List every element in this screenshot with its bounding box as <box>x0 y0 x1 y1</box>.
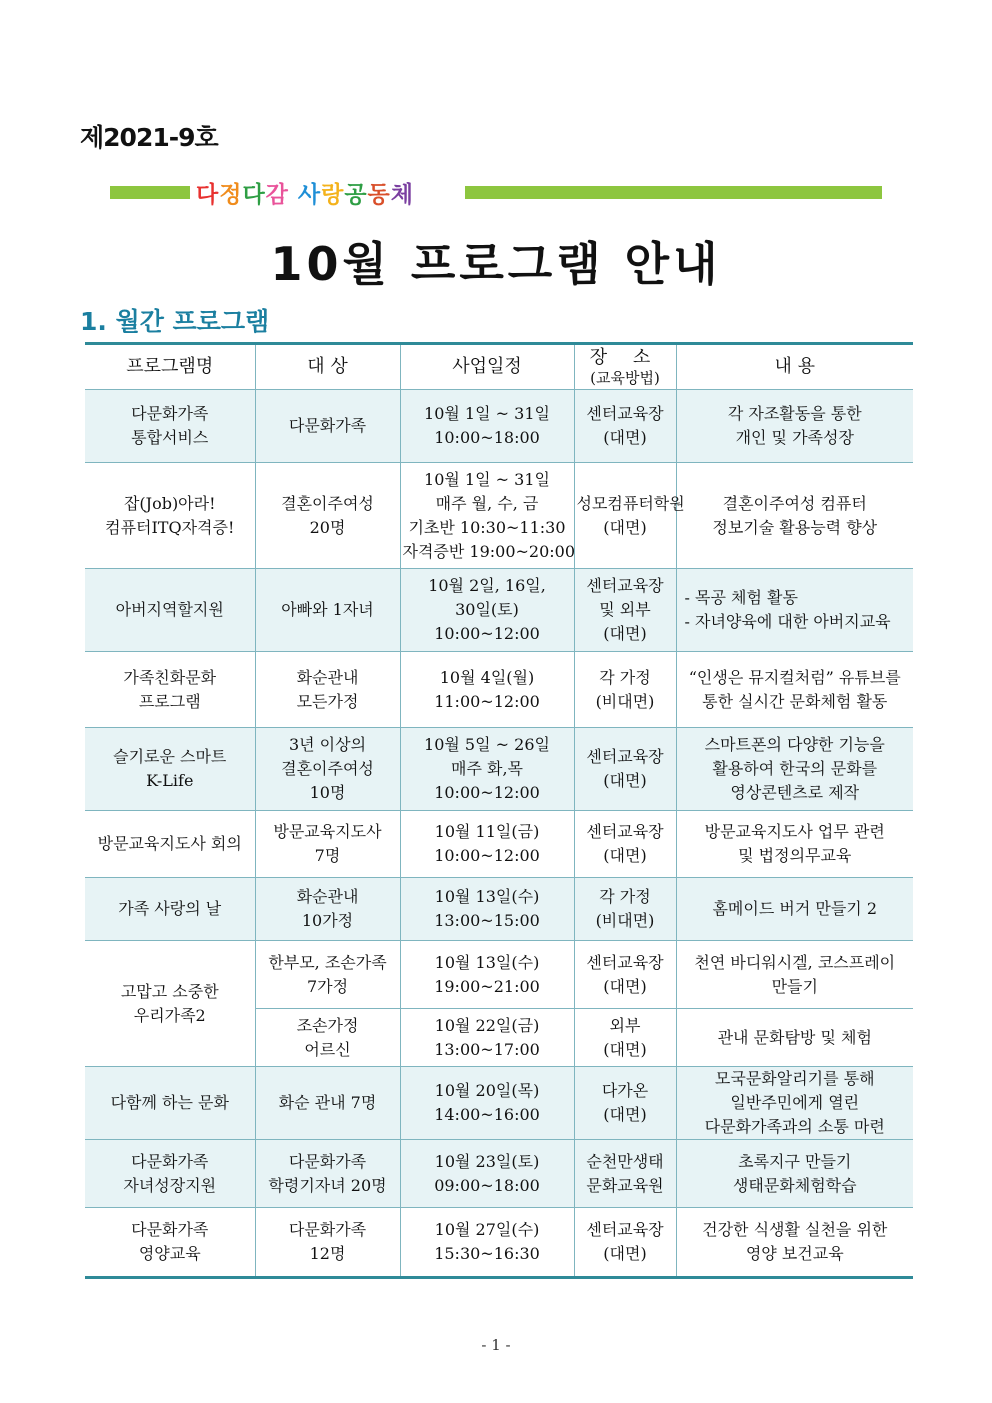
cell-line: (대면) <box>603 1105 647 1124</box>
cell-line: (대면) <box>603 428 647 447</box>
cell-line: 방문교육지도사 업무 관련 <box>704 822 885 841</box>
cell-line: 다문화가족 <box>288 1151 367 1171</box>
cell-line: K-Life <box>146 771 194 790</box>
section-heading: 1. 월간 프로그램 <box>80 307 270 336</box>
cell-line: 통한 실시간 문화체험 활동 <box>702 691 888 711</box>
cell-content <box>676 1067 913 1140</box>
cell-line: 09:00~18:00 <box>434 1175 540 1195</box>
cell-line: 10월 5일 ~ 26일 <box>424 735 550 754</box>
header-place-main: 장 소 <box>589 347 661 368</box>
table-body <box>85 390 913 1278</box>
cell-line: 센터교육장 <box>586 1220 664 1239</box>
cell-line: 결혼이주여성 컴퓨터 <box>722 493 867 513</box>
cell-place <box>574 941 676 1009</box>
cell-line: 모국문화알리기를 통해 <box>714 1069 875 1088</box>
cell-place <box>574 1067 676 1140</box>
cell-line: 어르신 <box>304 1039 351 1059</box>
cell-place <box>574 1208 676 1278</box>
cell-line: 통합서비스 <box>131 428 209 447</box>
cell-content <box>676 1208 913 1278</box>
cell-line: 매주 월, 수, 금 <box>435 493 539 513</box>
cell-line: 7가정 <box>306 976 349 996</box>
cell-line: 화순 관내 7명 <box>278 1093 377 1112</box>
cell-target <box>255 728 400 811</box>
cell-name <box>85 1208 255 1278</box>
cell-place <box>574 569 676 652</box>
cell-line: 홈메이드 버거 만들기 2 <box>712 899 878 918</box>
header-schedule: 사업일정 <box>400 344 574 390</box>
cell-line: 15:30~16:30 <box>434 1244 540 1263</box>
cell-line: 활용하여 한국의 문화를 <box>712 759 878 778</box>
cell-line: 아버지역할지원 <box>115 600 224 619</box>
cell-line: 다문화가족 <box>288 416 367 435</box>
slogan-char: 감 <box>265 182 289 208</box>
slogan-banner <box>110 176 882 208</box>
cell-content <box>676 569 913 652</box>
cell-line: 다문화가족 <box>131 1151 209 1171</box>
cell-line: 영상콘텐츠로 제작 <box>730 783 860 802</box>
cell-place <box>574 463 685 569</box>
cell-line: 10명 <box>309 783 346 802</box>
cell-line: 각 자조활동을 통한 <box>727 404 862 423</box>
cell-line: 잡(Job)아라! <box>123 493 216 513</box>
cell-line: 한부모, 조손가족 <box>268 952 387 972</box>
table-row <box>85 1067 913 1140</box>
cell-line: 11:00~12:00 <box>434 691 540 711</box>
header-place-sub: (교육방법) <box>590 369 660 387</box>
cell-target <box>255 1208 400 1278</box>
cell-line: 다문화가족 <box>131 404 209 423</box>
slogan-space <box>289 182 298 208</box>
cell-place <box>574 728 676 811</box>
slogan-char: 사 <box>297 182 322 208</box>
slogan-char: 정 <box>219 182 243 208</box>
cell-line: 13:00~17:00 <box>434 1039 540 1059</box>
cell-content <box>676 1140 913 1208</box>
cell-target <box>255 569 400 652</box>
slogan-text <box>196 176 414 209</box>
cell-line: 정보기술 활용능력 향상 <box>712 517 878 537</box>
cell-line: 20명 <box>309 517 346 537</box>
cell-line: 10월 2일, 16일, <box>428 576 546 595</box>
cell-line: 기초반 10:30~11:30 <box>408 517 566 537</box>
table-header-row <box>85 344 913 390</box>
cell-line: 컴퓨터ITQ자격증! <box>105 517 235 537</box>
cell-line: 자격증반 19:00~20:00 <box>402 541 576 561</box>
cell-content <box>676 652 913 728</box>
cell-line: (대면) <box>603 771 647 790</box>
cell-target <box>255 878 400 941</box>
cell-line: 10월 13일(수) <box>434 887 540 906</box>
cell-schedule <box>400 1140 574 1208</box>
cell-line: 10월 13일(수) <box>434 952 540 972</box>
cell-content <box>676 811 913 878</box>
table-row <box>85 1140 913 1208</box>
table-row <box>85 878 913 941</box>
cell-line: 영양교육 <box>138 1244 201 1263</box>
cell-line: 12명 <box>309 1244 346 1263</box>
cell-line: 만들기 <box>771 976 818 996</box>
issue-number: 제2021-9호 <box>80 123 218 152</box>
cell-line: 결혼이주여성 <box>281 759 374 778</box>
cell-content <box>676 1009 913 1067</box>
cell-line: 건강한 식생활 실천을 위한 <box>702 1220 888 1239</box>
header-place <box>574 344 676 390</box>
cell-target <box>255 463 400 569</box>
table-row <box>85 1208 913 1278</box>
cell-line: (비대면) <box>595 911 655 930</box>
cell-line: 및 외부 <box>599 600 651 619</box>
cell-place <box>574 390 676 463</box>
table-row <box>85 390 913 463</box>
cell-line: 아빠와 1자녀 <box>281 600 374 619</box>
cell-line: 개인 및 가족성장 <box>735 428 854 447</box>
cell-line: 초록지구 만들기 <box>738 1151 852 1171</box>
cell-line: 센터교육장 <box>586 576 664 595</box>
cell-line: 10가정 <box>301 911 354 930</box>
cell-line: 천연 바디워시겔, 코스프레이 <box>694 952 896 972</box>
cell-line: 가족친화문화 <box>123 667 217 687</box>
cell-line: (대면) <box>603 624 647 643</box>
cell-name <box>85 652 255 728</box>
cell-line: 결혼이주여성 <box>281 493 374 513</box>
table-row <box>85 569 913 652</box>
cell-line: 10:00~12:00 <box>434 846 540 865</box>
cell-target <box>255 652 400 728</box>
cell-line: 순천만생태 <box>586 1151 664 1171</box>
cell-line: 영양 보건교육 <box>745 1244 844 1263</box>
cell-schedule <box>400 1208 574 1278</box>
banner-bar-right <box>465 186 882 199</box>
cell-line: (대면) <box>603 846 647 865</box>
cell-line: 화순관내 <box>296 667 359 687</box>
cell-line: - 자녀양육에 대한 아버지교육 <box>684 612 891 631</box>
cell-line: 학령기자녀 20명 <box>268 1175 387 1195</box>
cell-line: 성모컴퓨터학원 <box>576 493 685 513</box>
cell-target <box>255 390 400 463</box>
cell-line: 방문교육지도사 <box>273 822 382 841</box>
cell-line: 14:00~16:00 <box>434 1105 540 1124</box>
cell-content <box>676 390 913 463</box>
cell-line: 10:00~12:00 <box>434 783 540 802</box>
header-target: 대 상 <box>255 344 400 390</box>
header-content: 내 용 <box>676 344 913 390</box>
cell-schedule <box>400 1067 574 1140</box>
cell-line: 13:00~15:00 <box>434 911 540 930</box>
cell-line: 다문화가족 <box>131 1220 209 1239</box>
cell-line: 다함께 하는 문화 <box>110 1093 229 1112</box>
cell-line: 10:00~18:00 <box>434 428 540 447</box>
cell-line: 방문교육지도사 회의 <box>97 834 242 853</box>
cell-line: 문화교육원 <box>586 1175 664 1195</box>
table-row <box>85 941 913 1009</box>
cell-line: 10월 20일(목) <box>434 1081 540 1100</box>
cell-line: (대면) <box>603 1244 647 1263</box>
cell-content <box>676 941 913 1009</box>
cell-name <box>85 463 255 569</box>
cell-line: 다문화가족과의 소통 마련 <box>704 1117 885 1136</box>
cell-place <box>574 878 676 941</box>
cell-line: 10:00~12:00 <box>434 624 540 643</box>
cell-line: 7명 <box>314 846 341 865</box>
banner-bar-left <box>110 186 190 199</box>
cell-line: 30일(토) <box>455 600 519 619</box>
cell-line: 및 법정의무교육 <box>738 846 852 865</box>
cell-schedule <box>400 941 574 1009</box>
cell-name <box>85 728 255 811</box>
cell-schedule <box>400 728 574 811</box>
cell-schedule <box>400 811 574 878</box>
cell-line: 모든가정 <box>296 691 359 711</box>
cell-target <box>255 1067 400 1140</box>
cell-place <box>574 1140 676 1208</box>
program-table <box>85 342 913 1279</box>
cell-line: 화순관내 <box>296 887 359 906</box>
cell-name <box>85 390 255 463</box>
cell-line: - 목공 체험 활동 <box>684 588 798 607</box>
table-row <box>85 652 913 728</box>
cell-name <box>85 941 255 1067</box>
cell-name <box>85 878 255 941</box>
slogan-char: 다 <box>242 182 266 208</box>
cell-schedule <box>400 652 574 728</box>
cell-line: 센터교육장 <box>586 952 664 972</box>
cell-content <box>676 463 913 569</box>
slogan-char: 동 <box>367 182 391 208</box>
cell-line: (대면) <box>603 1039 647 1059</box>
cell-schedule <box>400 390 574 463</box>
cell-line: 슬기로운 스마트 <box>113 747 227 766</box>
cell-target <box>255 1009 400 1067</box>
cell-line: 각 가정 <box>599 667 651 687</box>
cell-schedule <box>400 1009 574 1067</box>
cell-line: 센터교육장 <box>586 747 664 766</box>
table-row <box>85 811 913 878</box>
cell-place <box>574 811 676 878</box>
cell-line: 10월 22일(금) <box>434 1015 540 1035</box>
cell-line: 가족 사랑의 날 <box>118 899 222 918</box>
cell-line: 외부 <box>609 1015 641 1035</box>
cell-line: 다문화가족 <box>288 1220 367 1239</box>
cell-schedule <box>400 569 574 652</box>
cell-line: 10월 11일(금) <box>434 822 540 841</box>
cell-content <box>676 878 913 941</box>
cell-line: (대면) <box>603 976 647 996</box>
cell-line: 센터교육장 <box>586 404 664 423</box>
cell-line: 조손가정 <box>296 1015 359 1035</box>
cell-line: (비대면) <box>595 691 655 711</box>
cell-line: 10월 1일 ~ 31일 <box>424 469 550 489</box>
cell-line: “인생은 뮤지컬처럼” 유튜브를 <box>688 667 901 687</box>
cell-name <box>85 1140 255 1208</box>
slogan-char: 다 <box>196 182 220 208</box>
cell-line: 생태문화체험학습 <box>732 1175 857 1195</box>
cell-line: 각 가정 <box>599 887 651 906</box>
cell-line: 프로그램 <box>138 691 201 711</box>
cell-name <box>85 811 255 878</box>
table-row <box>85 463 913 569</box>
header-program-name: 프로그램명 <box>85 344 255 390</box>
cell-place <box>574 652 676 728</box>
cell-content <box>676 728 913 811</box>
cell-line: 관내 문화탐방 및 체험 <box>717 1027 872 1047</box>
cell-place <box>574 1009 676 1067</box>
cell-line: 10월 27일(수) <box>434 1220 540 1239</box>
cell-line: 고맙고 소중한 <box>120 981 219 1001</box>
slogan-char: 랑 <box>321 182 345 208</box>
page-number: - 1 - <box>481 1336 511 1354</box>
cell-target <box>255 811 400 878</box>
cell-line: 자녀성장지원 <box>123 1175 217 1195</box>
cell-line: 우리가족2 <box>133 1005 206 1025</box>
cell-line: 19:00~21:00 <box>434 976 540 996</box>
cell-line: 다가온 <box>601 1081 649 1100</box>
slogan-char: 체 <box>390 182 414 208</box>
cell-name <box>85 569 255 652</box>
cell-line: 10월 23일(토) <box>434 1151 540 1171</box>
cell-name <box>85 1067 255 1140</box>
page-title: 10월 프로그램 안내 <box>270 237 722 291</box>
cell-line: 스마트폰의 다양한 기능을 <box>704 735 885 754</box>
cell-line: 3년 이상의 <box>288 735 367 754</box>
cell-schedule <box>400 878 574 941</box>
slogan-char: 공 <box>344 182 368 208</box>
table-row <box>85 728 913 811</box>
cell-line: (대면) <box>603 517 647 537</box>
cell-target <box>255 1140 400 1208</box>
cell-line: 10월 4일(월) <box>439 667 535 687</box>
cell-line: 센터교육장 <box>586 822 664 841</box>
cell-line: 10월 1일 ~ 31일 <box>424 404 550 423</box>
cell-target <box>255 941 400 1009</box>
cell-line: 매주 화,목 <box>451 759 523 778</box>
cell-schedule <box>400 463 574 569</box>
cell-line: 일반주민에게 열린 <box>730 1093 860 1112</box>
